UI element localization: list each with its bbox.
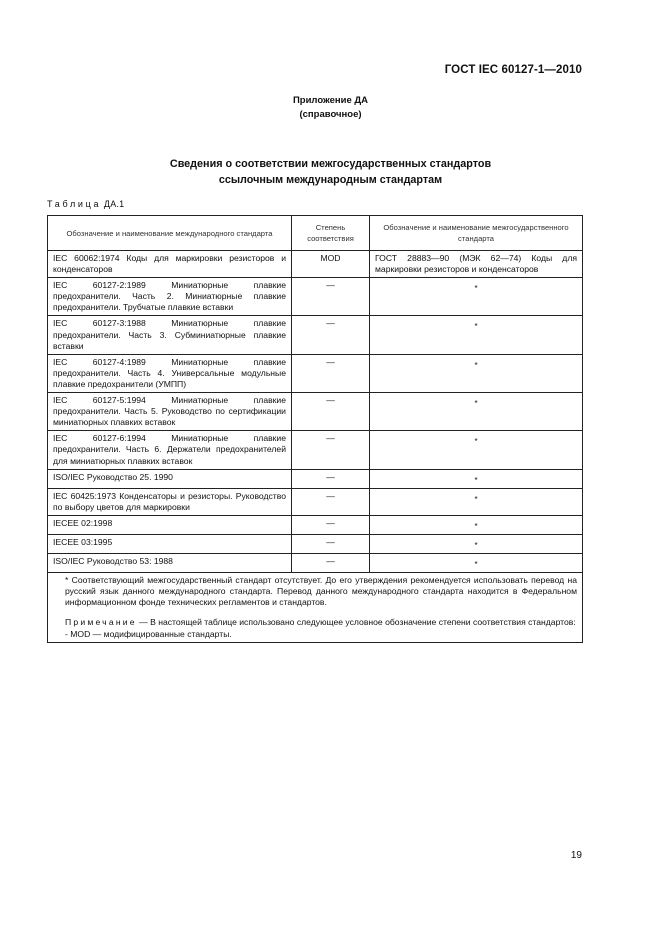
footnote-marker: * <box>474 494 478 504</box>
document-designation: ГОСТ IEC 60127-1—2010 <box>444 64 582 76</box>
row-international-standard: IEC 60127-2:1989 Миниатюрные плавкие предохранители. Часть 2. Миниатюрные плавкие предохранители. Трубчатые плавкие вставки <box>48 278 292 316</box>
header-international-standard: Обозначение и наименование международного стандарта <box>48 216 292 251</box>
table-row <box>48 278 583 316</box>
table-footnote-row <box>48 573 583 642</box>
correspondence-table <box>47 215 583 643</box>
row-degree: — <box>292 393 370 431</box>
table-row <box>48 431 583 469</box>
row-degree: — <box>292 488 370 515</box>
header-interstate-standard: Обозначение и наименование межгосударственного стандарта <box>370 216 583 251</box>
footnote-marker: * <box>474 521 478 531</box>
row-degree: — <box>292 534 370 553</box>
table-caption <box>47 199 124 209</box>
section-title <box>0 156 661 188</box>
note-label: Примечание <box>65 617 137 628</box>
appendix-heading <box>0 94 661 122</box>
footnote-marker: * <box>474 284 478 294</box>
table-row <box>48 515 583 534</box>
note-list-item: - MOD — модифицированные стандарты. <box>65 628 232 639</box>
table-caption-word: Таблица <box>47 199 102 209</box>
table-row <box>48 488 583 515</box>
page-number: 19 <box>570 850 582 861</box>
row-international-standard: IEC 60127-4:1989 Миниатюрные плавкие предохранители. Часть 4. Универсальные модульные плавкие предохранители (УМПП) <box>48 354 292 392</box>
table-row <box>48 354 583 392</box>
footnote-marker: * <box>474 437 478 447</box>
row-international-standard: IEC 60062:1974 Коды для маркировки резисторов и конденсаторов <box>48 251 292 278</box>
footnote-marker: * <box>474 560 478 570</box>
row-international-standard: IEC 60425:1973 Конденсаторы и резисторы. Руководство по выбору цветов для маркировки <box>48 488 292 515</box>
table-row <box>48 469 583 488</box>
row-degree: MOD <box>292 251 370 278</box>
appendix-subtitle: (справочное) <box>299 109 362 120</box>
row-degree: — <box>292 316 370 354</box>
row-international-standard: ISO/IEC Руководство 53: 1988 <box>48 554 292 573</box>
footnote-marker: * <box>474 322 478 332</box>
footnote-marker: * <box>474 475 478 485</box>
section-title-line-1: Сведения о соответствии межгосударственных стандартов <box>169 158 492 170</box>
row-international-standard: IEC 60127-5:1994 Миниатюрные плавкие предохранители. Часть 5. Руководство по сертификации миниатюрных плавких вставок <box>48 393 292 431</box>
row-degree: — <box>292 431 370 469</box>
footnote-text: * Соответствующий межгосударственный стандарт отсутствует. До его утверждения рекомендуется использовать перевод на русский язык данного международного стандарта. Перевод данного международного стандарта находится в Федеральном информационном фонде технических регламентов и стандартов. <box>65 575 577 608</box>
row-degree: — <box>292 515 370 534</box>
table-row <box>48 534 583 553</box>
footnote-marker: * <box>474 399 478 409</box>
row-degree: — <box>292 278 370 316</box>
table-notes <box>48 573 583 642</box>
row-interstate-standard: ГОСТ 28883—90 (МЭК 62—74) Коды для маркировки резисторов и конденсаторов <box>370 251 583 278</box>
row-degree: — <box>292 554 370 573</box>
row-degree: — <box>292 354 370 392</box>
note-text: — В настоящей таблице использовано следующее условное обозначение степени соответствия стандартов: <box>136 617 576 628</box>
table-header-row <box>48 216 583 251</box>
section-title-line-2: ссылочным международным стандартам <box>218 174 443 186</box>
row-international-standard: IECEE 03:1995 <box>48 534 292 553</box>
row-international-standard: ISO/IEC Руководство 25. 1990 <box>48 469 292 488</box>
table-row <box>48 316 583 354</box>
table-caption-number: ДА.1 <box>103 199 125 209</box>
row-international-standard: IEC 60127-6:1994 Миниатюрные плавкие предохранители. Часть 6. Держатели предохранителей для миниатюрных плавких вставок <box>48 431 292 469</box>
footnote-marker: * <box>474 540 478 550</box>
row-international-standard: IECEE 02:1998 <box>48 515 292 534</box>
row-international-standard: IEC 60127-3:1988 Миниатюрные плавкие предохранители. Часть 3. Субминиатюрные плавкие вставки <box>48 316 292 354</box>
note-paragraph <box>53 617 577 628</box>
footnote-marker: * <box>474 360 478 370</box>
table-row <box>48 554 583 573</box>
row-degree: — <box>292 469 370 488</box>
table-row <box>48 393 583 431</box>
header-degree: Степень соответствия <box>292 216 370 251</box>
appendix-title: Приложение ДА <box>292 95 369 106</box>
table-row <box>48 251 583 278</box>
